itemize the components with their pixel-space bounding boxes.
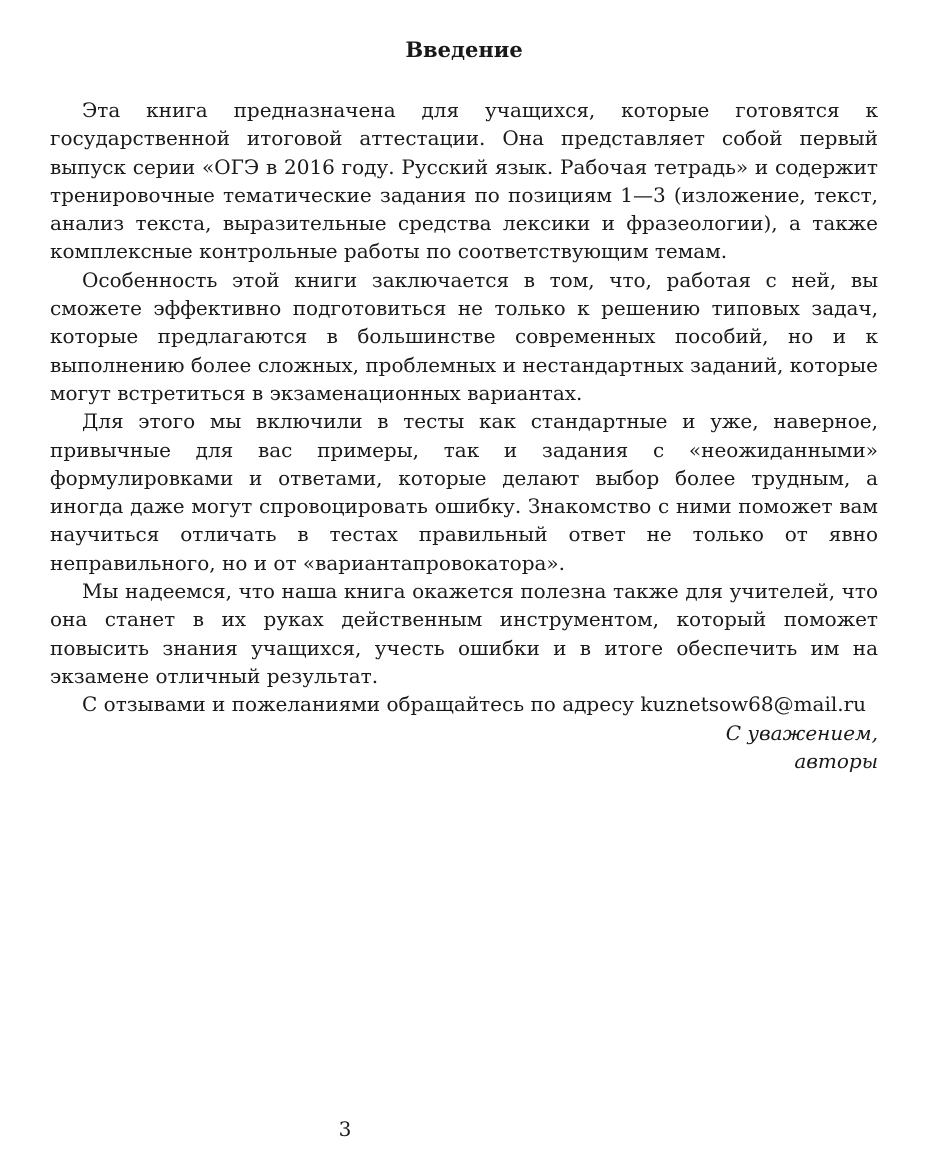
paragraph-tests: Для этого мы включили в тесты как стандартные и уже, наверное, привычные для вас примеры, так и задания с «неожиданными» формулировками и ответами, которые делают выбор более трудным, а иногда даже могут спровоцировать ошибку. Знакомство с ними поможет вам научиться отличать в тестах правильный ответ не только от явно неправильного, но и от «вариантапровокатора». [50, 409, 878, 575]
paragraph-intro: Эта книга предназначена для учащихся, которые готовятся к государственной итоговой аттестации. Она представляет собой первый выпуск серии «ОГЭ в 2016 году. Русский язык. Рабочая тетрадь» и содержит тренировочные тематические задания по позициям 1—3 (изложение, текст, анализ текста, выразительные средства лексики и фразеологии), а также комплексные контрольные работы по соответствующим темам. [50, 98, 878, 264]
body-text [50, 96, 878, 719]
paragraph-teachers: Мы надеемся, что наша книга окажется полезна также для учителей, что она станет в их руках действенным инструментом, который поможет повысить знания учащихся, учесть ошибки и в итоге обеспечить им на экзамене отличный результат. [50, 579, 878, 688]
paragraph-features: Особенность этой книги заключается в том, что, работая с ней, вы сможете эффективно подготовиться не только к решению типовых задач, которые предлагаются в большинстве современных пособий, но и к выполнению более сложных, проблемных и нестандартных заданий, которые могут встретиться в экзаменационных вариантах. [50, 267, 878, 405]
signature-greeting: С уважением, [725, 720, 878, 745]
signature-authors: авторы [794, 748, 878, 773]
page-number: 3 [338, 1117, 352, 1141]
page-title: Введение [405, 37, 523, 62]
signature [50, 719, 878, 776]
document-page [50, 0, 878, 775]
paragraph-contact: С отзывами и пожеланиями обращайтесь по адресу kuznetsow68@mail.ru [82, 692, 867, 717]
